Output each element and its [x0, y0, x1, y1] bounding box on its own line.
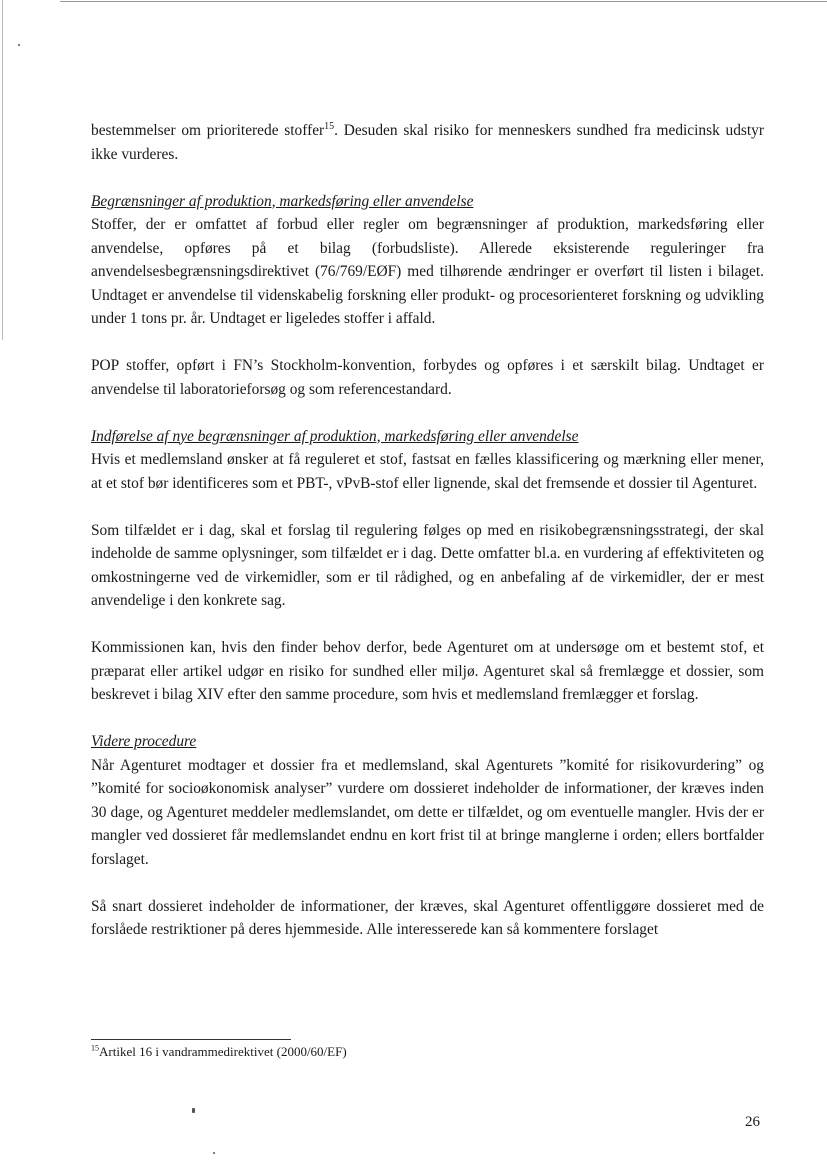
- paragraph-new-restrictions-3: Kommissionen kan, hvis den finder behov derfor, bede Agenturet om at undersøge om et bestemt stof, et præparat eller artikel udgør en risiko for sundhed eller miljø. Agenturet skal så fremlægge et dossier, som beskrevet i bilag XIV efter den samme procedure, som hvis et medlemsland fremlægger et forslag.: [91, 639, 764, 703]
- section-heading-procedure: Videre procedure: [91, 733, 197, 750]
- page-number: 26: [745, 1114, 760, 1130]
- section-heading-restrictions: Begrænsninger af produktion, markedsføring eller anvendelse: [91, 192, 474, 210]
- scan-top-border: [60, 1, 827, 2]
- paragraph-restrictions-1: Stoffer, der er omfattet af forbud eller regler om begrænsninger af produktion, markedsføring eller anvendelse, opføres på et bilag (forbudsliste). Allerede eksisterende reguleringer fra anvendelsesbegrænsningsdirektivet (76/769/EØF) med tilhørende ændringer er overført til listen i bilaget. Undtaget er anvendelse til videnskabelig forskning eller produkt- og procesorienteret forskning og udvikling under 1 tons pr. år. Undtaget er ligeledes stoffer i affald.: [91, 216, 764, 327]
- paragraph-new-restrictions-1: Hvis et medlemsland ønsker at få reguleret et stof, fastsat en fælles klassificering og mærkning eller mener, at et stof bør identificeres som et PBT-, vPvB-stof eller lignende, skal det fremsende et dossier til Agenturet.: [91, 451, 764, 492]
- intro-text-end: . Desuden skal risiko for menneskers sundhed fra medicinsk udstyr ikke vurderes.: [91, 122, 764, 163]
- paragraph-restrictions-2: POP stoffer, opført i FN’s Stockholm-konvention, forbydes og opføres i et særskilt bilag. Undtaget er anvendelse til laboratorieforsøg og som referencestandard.: [91, 357, 764, 398]
- paragraph-procedure-2: Så snart dossieret indeholder de informationer, der kræves, skal Agenturet offentliggøre dossieret med de forslåede restriktioner på deres hjemmeside. Alle interesserede kan så kommentere forslaget: [91, 897, 764, 938]
- paragraph-intro: [91, 119, 764, 166]
- scan-speck: [192, 1108, 195, 1113]
- footnote-number: 15: [91, 1043, 99, 1053]
- scan-left-border: [2, 0, 3, 340]
- footnote-divider: [91, 1039, 291, 1040]
- section-heading-new-restrictions: Indførelse af nye begrænsninger af produktion, markedsføring eller anvendelse: [91, 427, 579, 445]
- paragraph-procedure-1: Når Agenturet modtager et dossier fra et medlemsland, skal Agenturets ”komité for risikovurdering” og ”komité for socioøkonomisk analyser” vurdere om dossieret indeholder de informationer, der kræves inden 30 dage, og Agenturet meddeler medlemslandet, om dette er tilfældet, og om eventuelle mangler. Hvis der er mangler ved dossieret får medlemslandet endnu en kort frist til at bringe manglerne i orden; ellers bortfalder forslaget.: [91, 756, 764, 868]
- intro-text-start: bestemmelser om prioriterede stoffer: [91, 122, 325, 139]
- paragraph-new-restrictions-2: Som tilfældet er i dag, skal et forslag til regulering følges op med en risikobegrænsningsstrategi, der skal indeholde de samme oplysninger, som tilfældet er i dag. Dette omfatter bl.a. en vurdering af effektiviteten og omkostningerne ved de virkemidler, som er til rådighed, og en anbefaling af de virkemidler, der er mest anvendelige i den konkrete sag.: [91, 521, 764, 609]
- footnote-text: Artikel 16 i vandrammedirektivet (2000/60/EF): [99, 1044, 347, 1059]
- scan-speck: [18, 44, 20, 46]
- document-body: [91, 119, 764, 942]
- footnote: [91, 1043, 347, 1061]
- scan-speck: [213, 1152, 215, 1154]
- footnote-reference[interactable]: 15: [324, 120, 335, 132]
